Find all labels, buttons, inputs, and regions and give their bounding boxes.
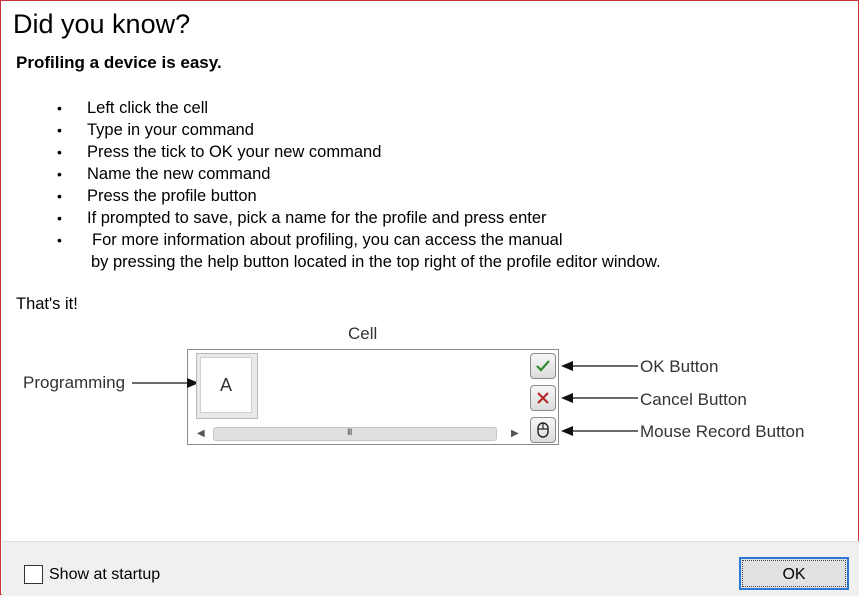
mouse-icon (534, 421, 552, 439)
ok-icon-button (530, 353, 556, 379)
mouse-arrowhead (561, 426, 573, 436)
mouse-record-icon-button (530, 417, 556, 443)
step-text: Type in your command (87, 121, 254, 139)
scrollbar-track (213, 427, 497, 441)
ok-arrowhead (561, 361, 573, 371)
cell-scrollbar (191, 425, 525, 443)
left-arrow-icon: ◀ (197, 428, 205, 439)
manual-line-1: For more information about profiling, you can access the manual (92, 231, 563, 249)
step-text: Press the tick to OK your new command (87, 143, 382, 161)
cancel-arrowhead (561, 393, 573, 403)
programming-label: Programming (23, 373, 126, 392)
ok-button[interactable] (739, 557, 849, 590)
dialog-subtitle: Profiling a device is easy. (16, 53, 222, 72)
key-label: A (200, 357, 252, 413)
dialog-footer (2, 541, 859, 596)
cell-label: Cell (348, 324, 378, 343)
ok-button-label: OK Button (640, 357, 719, 376)
scrollbar-grip: III (347, 427, 352, 437)
check-icon (534, 357, 552, 375)
step-text: If prompted to save, pick a name for the profile and press enter (87, 209, 547, 227)
cancel-button-label: Cancel Button (640, 390, 747, 409)
cancel-icon-button (530, 385, 556, 411)
mouse-record-button-label: Mouse Record Button (640, 422, 805, 441)
show-at-startup-label[interactable]: Show at startup (49, 566, 161, 583)
ok-button-label: OK (742, 560, 846, 587)
programming-key (196, 353, 258, 419)
show-at-startup-checkbox[interactable] (24, 565, 43, 584)
step-text: Name the new command (87, 165, 271, 183)
diagram-arrows (1, 1, 859, 596)
right-arrow-icon: ▶ (511, 428, 519, 439)
x-icon (534, 389, 552, 407)
step-text: Left click the cell (87, 99, 209, 117)
step-text: Press the profile button (87, 187, 257, 205)
dialog-title: Did you know? (13, 9, 191, 39)
manual-line-2: by pressing the help button located in the top right of the profile editor window. (91, 253, 661, 271)
closing-text: That's it! (16, 295, 78, 313)
